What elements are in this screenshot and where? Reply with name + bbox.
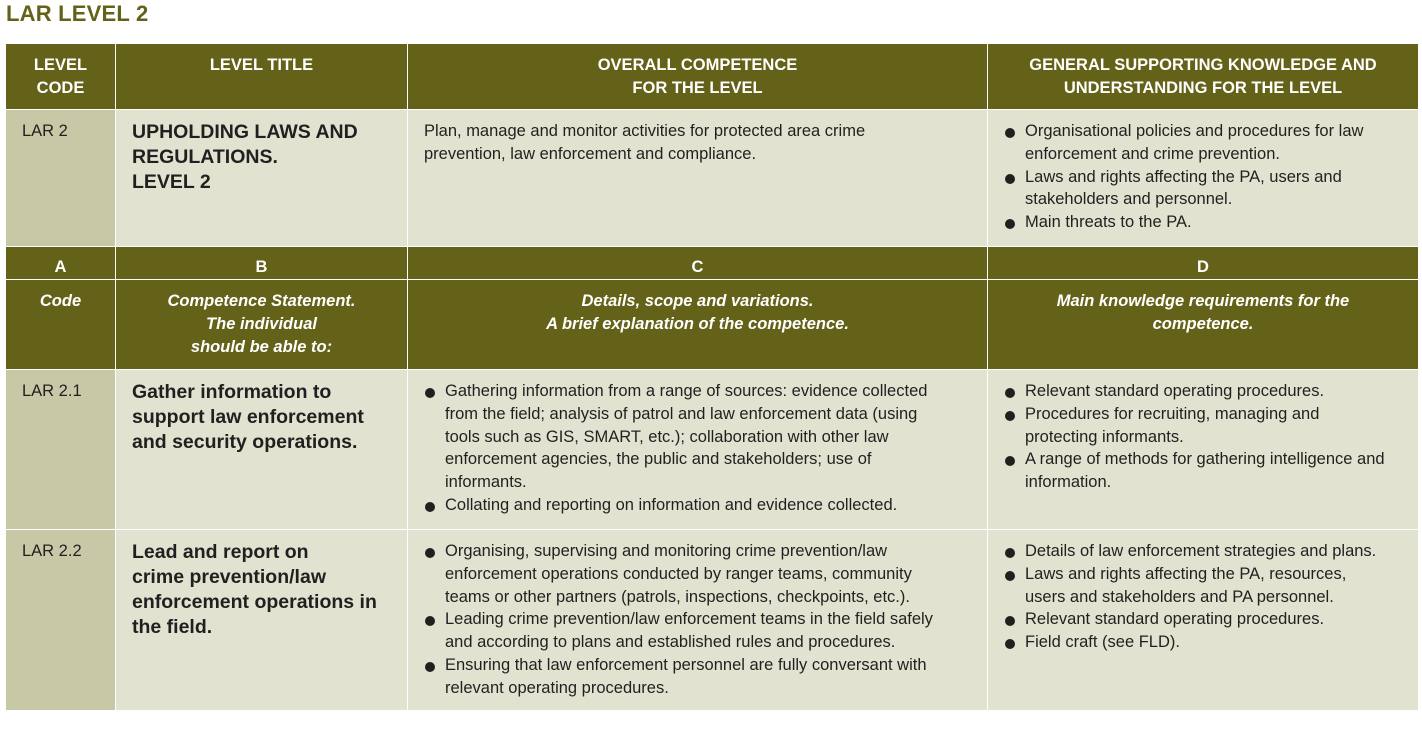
header-level-code: LEVEL CODE	[6, 44, 116, 110]
table-row	[6, 530, 1419, 711]
list-item: Laws and rights affecting the PA, resources, users and stakeholders and PA personnel.	[1004, 563, 1404, 609]
level-knowledge	[988, 110, 1419, 247]
list-item: Main threats to the PA.	[1004, 211, 1404, 234]
list-item: Relevant standard operating procedures.	[1004, 608, 1404, 631]
competence-knowledge	[988, 530, 1419, 711]
subheader-code: Code	[6, 280, 116, 370]
column-letters-row	[6, 247, 1419, 280]
column-letter-b: B	[116, 247, 408, 280]
subheader-knowledge: Main knowledge requirements for the competence.	[988, 280, 1419, 370]
list-item: Relevant standard operating procedures.	[1004, 380, 1404, 403]
column-letter-a: A	[6, 247, 116, 280]
column-subheader-row	[6, 280, 1419, 370]
table-row	[6, 370, 1419, 530]
competence-details	[408, 530, 988, 711]
list-item: Ensuring that law enforcement personnel are fully conversant with relevant operating procedures.	[424, 654, 973, 700]
list-item: Procedures for recruiting, managing and protecting informants.	[1004, 403, 1404, 449]
list-item: Organisational policies and procedures for law enforcement and crime prevention.	[1004, 120, 1404, 166]
competence-details	[408, 370, 988, 530]
level-title: UPHOLDING LAWS AND REGULATIONS. LEVEL 2	[116, 110, 408, 247]
header-general-knowledge: GENERAL SUPPORTING KNOWLEDGE AND UNDERSTANDING FOR THE LEVEL	[988, 44, 1419, 110]
header-row	[6, 44, 1419, 110]
competence-table	[5, 43, 1419, 711]
list-item: Details of law enforcement strategies and plans.	[1004, 540, 1404, 563]
column-letter-d: D	[988, 247, 1419, 280]
subheader-competence-statement: Competence Statement. The individual should be able to:	[116, 280, 408, 370]
column-letter-c: C	[408, 247, 988, 280]
list-item: A range of methods for gathering intelligence and information.	[1004, 448, 1404, 494]
header-level-title: LEVEL TITLE	[116, 44, 408, 110]
subheader-details: Details, scope and variations. A brief explanation of the competence.	[408, 280, 988, 370]
competence-statement: Gather information to support law enforcement and security operations.	[116, 370, 408, 530]
level-row	[6, 110, 1419, 247]
list-item: Gathering information from a range of sources: evidence collected from the field; analysis of patrol and law enforcement data (using tools such as GIS, SMART, etc.); collaboration with other law enforcement agencies, the public and stakeholders; use of informants.	[424, 380, 973, 494]
list-item: Field craft (see FLD).	[1004, 631, 1404, 654]
list-item: Organising, supervising and monitoring crime prevention/law enforcement operations conducted by ranger teams, community teams or other partners (patrols, inspections, checkpoints, etc.).	[424, 540, 973, 608]
list-item: Leading crime prevention/law enforcement teams in the field safely and according to plans and established rules and procedures.	[424, 608, 973, 654]
page-title: LAR LEVEL 2	[6, 1, 149, 26]
level-code: LAR 2	[6, 110, 116, 247]
header-overall-competence: OVERALL COMPETENCE FOR THE LEVEL	[408, 44, 988, 110]
list-item: Laws and rights affecting the PA, users and stakeholders and personnel.	[1004, 166, 1404, 212]
competence-knowledge	[988, 370, 1419, 530]
competence-statement: Lead and report on crime prevention/law enforcement operations in the field.	[116, 530, 408, 711]
list-item: Collating and reporting on information and evidence collected.	[424, 494, 973, 517]
level-competence: Plan, manage and monitor activities for protected area crime prevention, law enforcement and compliance.	[408, 110, 988, 247]
competence-code: LAR 2.1	[6, 370, 116, 530]
competence-code: LAR 2.2	[6, 530, 116, 711]
